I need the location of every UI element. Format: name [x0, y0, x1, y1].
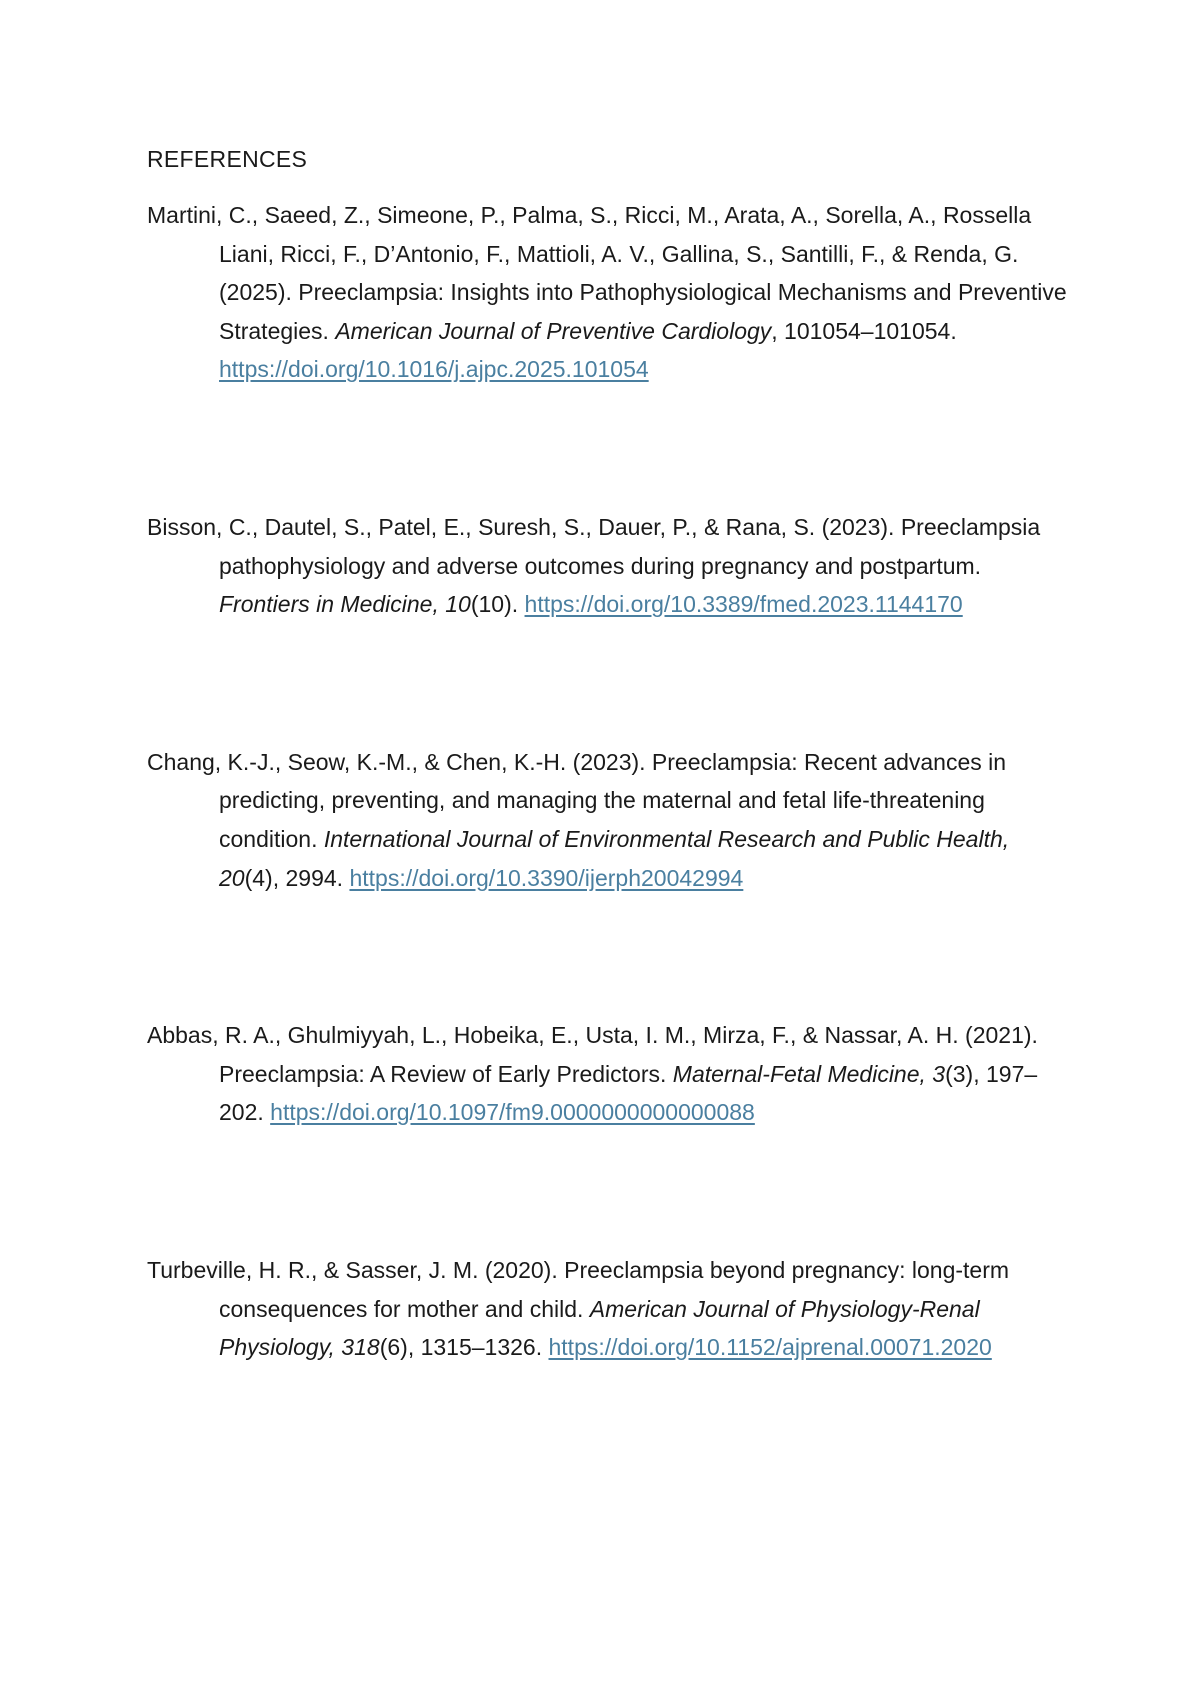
- reference-citation-text: Martini, C., Saeed, Z., Simeone, P., Palma, S., Ricci, M., Arata, A., Sorella, A., Rossella Liani, Ricci, F., D’Antonio, F., Mattioli, A. V., Gallina, S., Santilli, F., & Renda, G. (2025). Preeclampsia: Insights into Pathophysiological Mechanisms and Preventive Strategies.: [147, 202, 1067, 344]
- reference-volume: , 318: [328, 1334, 380, 1361]
- reference-pages: , 101054–101054.: [771, 317, 957, 344]
- reference-list: [147, 196, 1067, 1367]
- reference-pages: , 197–202.: [219, 1060, 1038, 1126]
- reference-doi-link[interactable]: https://doi.org/10.1016/j.ajpc.2025.101054: [219, 356, 649, 383]
- reference-citation-text: Abbas, R. A., Ghulmiyyah, L., Hobeika, E., Usta, I. M., Mirza, F., & Nassar, A. H. (2021). Preeclampsia: A Review of Early Predictors.: [147, 1022, 1038, 1087]
- reference-journal: American Journal of Preventive Cardiology: [335, 317, 772, 344]
- reference-citation-text: Turbeville, H. R., & Sasser, J. M. (2020). Preeclampsia beyond pregnancy: long-term consequences for mother and child.: [147, 1256, 1010, 1322]
- reference-entry: [147, 508, 1067, 624]
- references-heading: REFERENCES: [147, 146, 308, 172]
- reference-pages: , 1315–1326.: [407, 1334, 549, 1361]
- reference-entry: [147, 196, 1067, 389]
- reference-issue: (4): [244, 864, 273, 891]
- reference-doi-link[interactable]: https://doi.org/10.1152/ajprenal.00071.2020: [548, 1334, 992, 1361]
- reference-issue: (3): [945, 1060, 974, 1087]
- reference-journal: International Journal of Environmental Research and Public Health: [323, 825, 1003, 852]
- reference-doi-link[interactable]: https://doi.org/10.3389/fmed.2023.1144170: [524, 591, 963, 618]
- reference-volume: , 20: [219, 825, 1010, 891]
- reference-citation-text: Chang, K.-J., Seow, K.-M., & Chen, K.-H. (2023). Preeclampsia: Recent advances in predicting, preventing, and managing the maternal and fetal life-threatening condition.: [147, 748, 1007, 852]
- reference-pages: , 2994.: [272, 864, 350, 891]
- reference-journal: Maternal-Fetal Medicine: [672, 1060, 920, 1087]
- reference-journal: Frontiers in Medicine: [219, 591, 433, 618]
- reference-entry: [147, 1016, 1067, 1132]
- reference-issue: (10).: [470, 591, 525, 618]
- reference-citation-text: Bisson, C., Dautel, S., Patel, E., Suresh, S., Dauer, P., & Rana, S. (2023). Preeclampsia pathophysiology and adverse outcomes during pregnancy and postpartum.: [147, 513, 1041, 579]
- reference-issue: (6): [379, 1334, 408, 1361]
- reference-journal: American Journal of Physiology-Renal Physiology: [219, 1295, 980, 1361]
- reference-doi-link[interactable]: https://doi.org/10.1097/fm9.0000000000000088: [270, 1099, 755, 1126]
- reference-doi-link[interactable]: https://doi.org/10.3390/ijerph20042994: [349, 864, 744, 891]
- reference-volume: , 3: [919, 1060, 946, 1087]
- reference-volume: , 10: [432, 591, 471, 618]
- reference-entry: [147, 743, 1067, 897]
- reference-entry: [147, 1251, 1067, 1367]
